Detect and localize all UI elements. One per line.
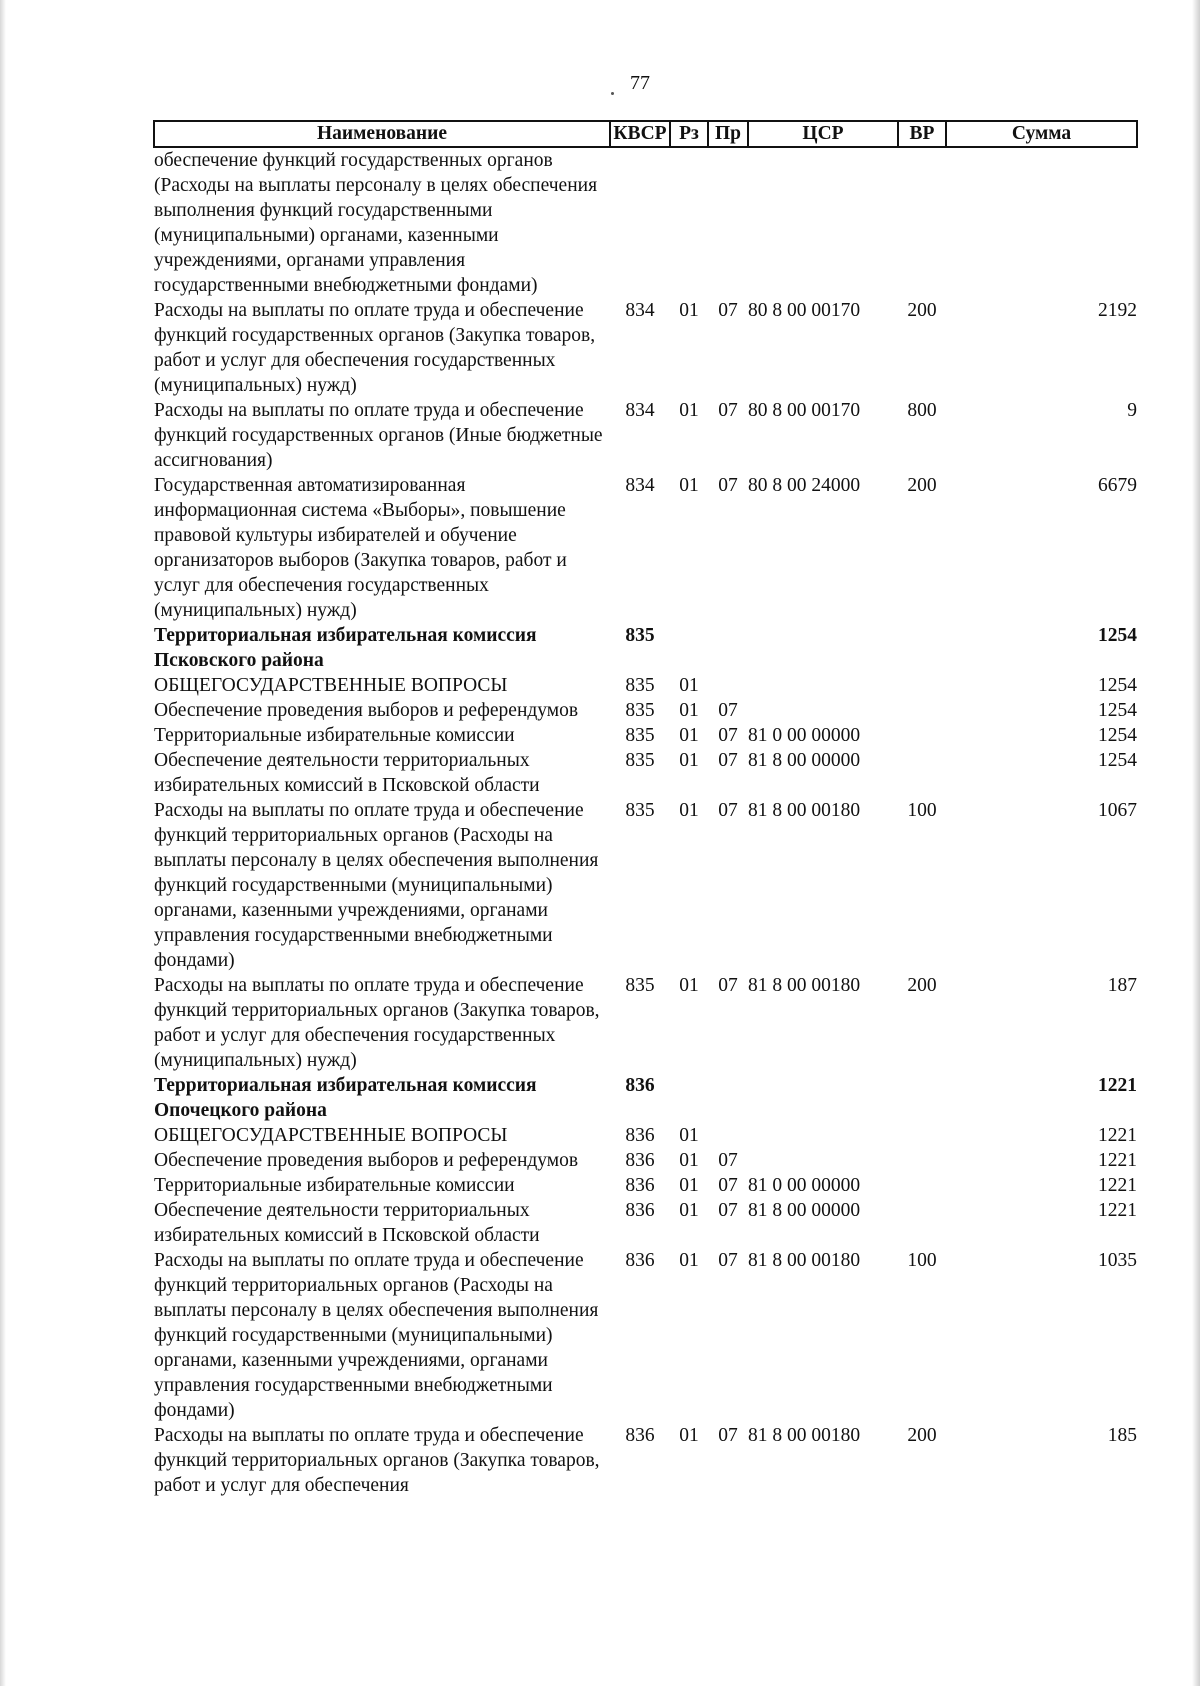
row-name: Расходы на выплаты по оплате труда и обеспечение функций территориальных органов (Расходы на выплаты персоналу в целях обеспечения выполнения функций государственными (муниципальными) органами, казенными учреждениями, органами управления государственными внебюджетными фондами): [154, 1250, 599, 1421]
row-pr: 07: [718, 1250, 738, 1271]
row-name: Обеспечение деятельности территориальных избирательных комиссий в Псковской области: [154, 1200, 540, 1246]
table-row: [154, 623, 1137, 673]
row-sum: 1254: [1098, 725, 1137, 746]
row-sum: 9: [1127, 400, 1137, 421]
row-rz: 01: [679, 700, 699, 721]
row-sum: 1067: [1098, 800, 1137, 821]
row-rz: [670, 147, 708, 298]
row-kvsr: 836: [625, 1175, 655, 1196]
row-rz: 01: [679, 1150, 699, 1171]
row-vr: [898, 1173, 946, 1198]
scan-edge-left: [0, 0, 6, 1686]
row-rz: 01: [679, 1175, 699, 1196]
row-vr: 200: [907, 1425, 937, 1446]
row-kvsr: 835: [625, 700, 655, 721]
row-sum: 1035: [1098, 1250, 1137, 1271]
row-sum: 1254: [1098, 625, 1137, 646]
row-name: Территориальные избирательные комиссии: [154, 725, 515, 746]
table-body: [154, 147, 1137, 1498]
row-vr: [898, 1123, 946, 1148]
row-csr: [748, 147, 898, 298]
row-name: Расходы на выплаты по оплате труда и обеспечение функций государственных органов (Закупка товаров, работ и услуг для обеспечения государственных (муниципальных) нужд): [154, 300, 596, 396]
table-row: [154, 748, 1137, 798]
row-rz: 01: [679, 800, 699, 821]
row-rz: 01: [679, 1200, 699, 1221]
row-vr: 800: [907, 400, 937, 421]
row-csr: [748, 673, 898, 698]
row-sum: 1221: [1098, 1200, 1137, 1221]
table-row: [154, 473, 1137, 623]
row-kvsr: 835: [625, 750, 655, 771]
row-vr: [898, 1148, 946, 1173]
row-rz: 01: [679, 975, 699, 996]
row-csr: 81 8 00 00180: [748, 1425, 861, 1446]
row-sum: 1221: [1098, 1125, 1137, 1146]
row-vr: 100: [907, 1250, 937, 1271]
row-rz: 01: [679, 475, 699, 496]
row-vr: [898, 698, 946, 723]
table-row: [154, 673, 1137, 698]
header-pr: Пр: [708, 121, 748, 147]
header-sum: Сумма: [946, 121, 1137, 147]
row-sum: 1254: [1098, 700, 1137, 721]
row-name: Территориальная избирательная комиссия Псковского района: [154, 625, 537, 671]
row-vr: 200: [907, 475, 937, 496]
row-csr: [748, 623, 898, 673]
row-csr: [748, 1073, 898, 1123]
row-name: Государственная автоматизированная информационная система «Выборы», повышение правовой культуры избирателей и обучение организаторов выборов (Закупка товаров, работ и услуг для обеспечения государственных (муниципальных) нужд): [154, 475, 567, 621]
table-row: [154, 298, 1137, 398]
table-row: [154, 1198, 1137, 1248]
row-pr: 07: [718, 1200, 738, 1221]
row-pr: 07: [718, 1175, 738, 1196]
row-kvsr: 836: [625, 1425, 655, 1446]
row-kvsr: 834: [625, 300, 655, 321]
row-sum: 1221: [1098, 1150, 1137, 1171]
row-csr: [748, 1148, 898, 1173]
row-csr: [748, 1123, 898, 1148]
page-number: 77: [630, 72, 650, 94]
row-csr: 81 8 00 00000: [748, 1200, 861, 1221]
row-name: ОБЩЕГОСУДАРСТВЕННЫЕ ВОПРОСЫ: [154, 675, 508, 696]
budget-table: [153, 120, 1138, 1498]
row-kvsr: 836: [625, 1200, 655, 1221]
row-rz: 01: [679, 750, 699, 771]
row-pr: 07: [718, 475, 738, 496]
row-vr: 200: [907, 300, 937, 321]
header-rz: Рз: [670, 121, 708, 147]
row-vr: 200: [907, 975, 937, 996]
row-name: Обеспечение деятельности территориальных избирательных комиссий в Псковской области: [154, 750, 540, 796]
row-kvsr: 835: [625, 675, 655, 696]
row-name: Расходы на выплаты по оплате труда и обеспечение функций государственных органов (Иные бюджетные ассигнования): [154, 400, 603, 471]
table-row: [154, 1423, 1137, 1498]
row-sum: 1254: [1098, 750, 1137, 771]
row-csr: 81 8 00 00180: [748, 975, 861, 996]
row-rz: 01: [679, 725, 699, 746]
table-header-row: [154, 121, 1137, 147]
row-pr: [708, 1073, 748, 1123]
header-csr: ЦСР: [748, 121, 898, 147]
row-kvsr: 834: [625, 400, 655, 421]
row-sum: 6679: [1098, 475, 1137, 496]
row-kvsr: 836: [625, 1150, 655, 1171]
row-kvsr: 836: [625, 1250, 655, 1271]
row-name: Расходы на выплаты по оплате труда и обеспечение функций территориальных органов (Расходы на выплаты персоналу в целях обеспечения выполнения функций государственными (муниципальными) органами, казенными учреждениями, органами управления государственными внебюджетными фондами): [154, 800, 599, 971]
table-row: [154, 973, 1137, 1073]
row-sum: 1254: [1098, 675, 1137, 696]
row-csr: 81 8 00 00000: [748, 750, 861, 771]
table-row: [154, 1148, 1137, 1173]
row-kvsr: 836: [625, 1075, 655, 1096]
table-row: [154, 723, 1137, 748]
row-rz: [670, 1073, 708, 1123]
row-vr: [898, 748, 946, 798]
table-row: [154, 1248, 1137, 1423]
row-kvsr: 834: [625, 475, 655, 496]
row-pr: [708, 623, 748, 673]
table-row: [154, 398, 1137, 473]
row-name: Территориальные избирательные комиссии: [154, 1175, 515, 1196]
row-rz: 01: [679, 1250, 699, 1271]
row-csr: 80 8 00 00170: [748, 400, 861, 421]
row-rz: 01: [679, 1125, 699, 1146]
row-name: Обеспечение проведения выборов и референдумов: [154, 700, 579, 721]
row-rz: 01: [679, 1425, 699, 1446]
row-pr: [708, 1123, 748, 1148]
row-pr: 07: [718, 1150, 738, 1171]
row-pr: 07: [718, 800, 738, 821]
row-pr: 07: [718, 400, 738, 421]
row-kvsr: 835: [625, 725, 655, 746]
row-kvsr: 835: [625, 625, 655, 646]
row-csr: 80 8 00 24000: [748, 475, 861, 496]
scan-edge-right: [1192, 0, 1200, 1686]
row-name: Расходы на выплаты по оплате труда и обеспечение функций территориальных органов (Закупка товаров, работ и услуг для обеспечения государственных (муниципальных) нужд): [154, 975, 600, 1071]
row-rz: 01: [679, 675, 699, 696]
row-pr: 07: [718, 1425, 738, 1446]
row-rz: [670, 623, 708, 673]
row-vr: [898, 1073, 946, 1123]
row-sum: [946, 147, 1137, 298]
row-sum: 185: [1107, 1425, 1137, 1446]
row-pr: 07: [718, 975, 738, 996]
row-csr: 81 0 00 00000: [748, 1175, 861, 1196]
row-name: обеспечение функций государственных органов (Расходы на выплаты персоналу в целях обеспечения выполнения функций государственными (муниципальными) органами, казенными учреждениями, органами управления государственными внебюджетными фондами): [154, 150, 598, 296]
row-name: Территориальная избирательная комиссия Опочецкого района: [154, 1075, 537, 1121]
row-csr: 81 8 00 00180: [748, 800, 861, 821]
row-name: Расходы на выплаты по оплате труда и обеспечение функций территориальных органов (Закупка товаров, работ и услуг для обеспечения: [154, 1425, 600, 1496]
header-vr: ВР: [898, 121, 946, 147]
row-vr: 100: [907, 800, 937, 821]
header-name: Наименование: [154, 121, 610, 147]
row-kvsr: 836: [625, 1125, 655, 1146]
row-kvsr: [610, 147, 670, 298]
row-sum: 187: [1107, 975, 1137, 996]
row-csr: [748, 698, 898, 723]
row-csr: 81 0 00 00000: [748, 725, 861, 746]
row-sum: 2192: [1098, 300, 1137, 321]
row-vr: [898, 147, 946, 298]
table-row: [154, 798, 1137, 973]
row-pr: 07: [718, 700, 738, 721]
row-vr: [898, 1198, 946, 1248]
row-name: Обеспечение проведения выборов и референдумов: [154, 1150, 579, 1171]
row-kvsr: 835: [625, 975, 655, 996]
header-kvsr: КВСР: [610, 121, 670, 147]
scan-speck: [611, 92, 614, 95]
table-row: [154, 147, 1137, 298]
row-pr: [708, 673, 748, 698]
row-sum: 1221: [1098, 1075, 1137, 1096]
table-row: [154, 698, 1137, 723]
table-row: [154, 1123, 1137, 1148]
row-csr: 80 8 00 00170: [748, 300, 861, 321]
row-vr: [898, 673, 946, 698]
table-row: [154, 1073, 1137, 1123]
table-row: [154, 1173, 1137, 1198]
row-pr: 07: [718, 300, 738, 321]
row-pr: 07: [718, 750, 738, 771]
row-rz: 01: [679, 300, 699, 321]
row-sum: 1221: [1098, 1175, 1137, 1196]
row-vr: [898, 723, 946, 748]
row-rz: 01: [679, 400, 699, 421]
row-vr: [898, 623, 946, 673]
row-kvsr: 835: [625, 800, 655, 821]
row-name: ОБЩЕГОСУДАРСТВЕННЫЕ ВОПРОСЫ: [154, 1125, 508, 1146]
row-pr: [708, 147, 748, 298]
row-pr: 07: [718, 725, 738, 746]
row-csr: 81 8 00 00180: [748, 1250, 861, 1271]
